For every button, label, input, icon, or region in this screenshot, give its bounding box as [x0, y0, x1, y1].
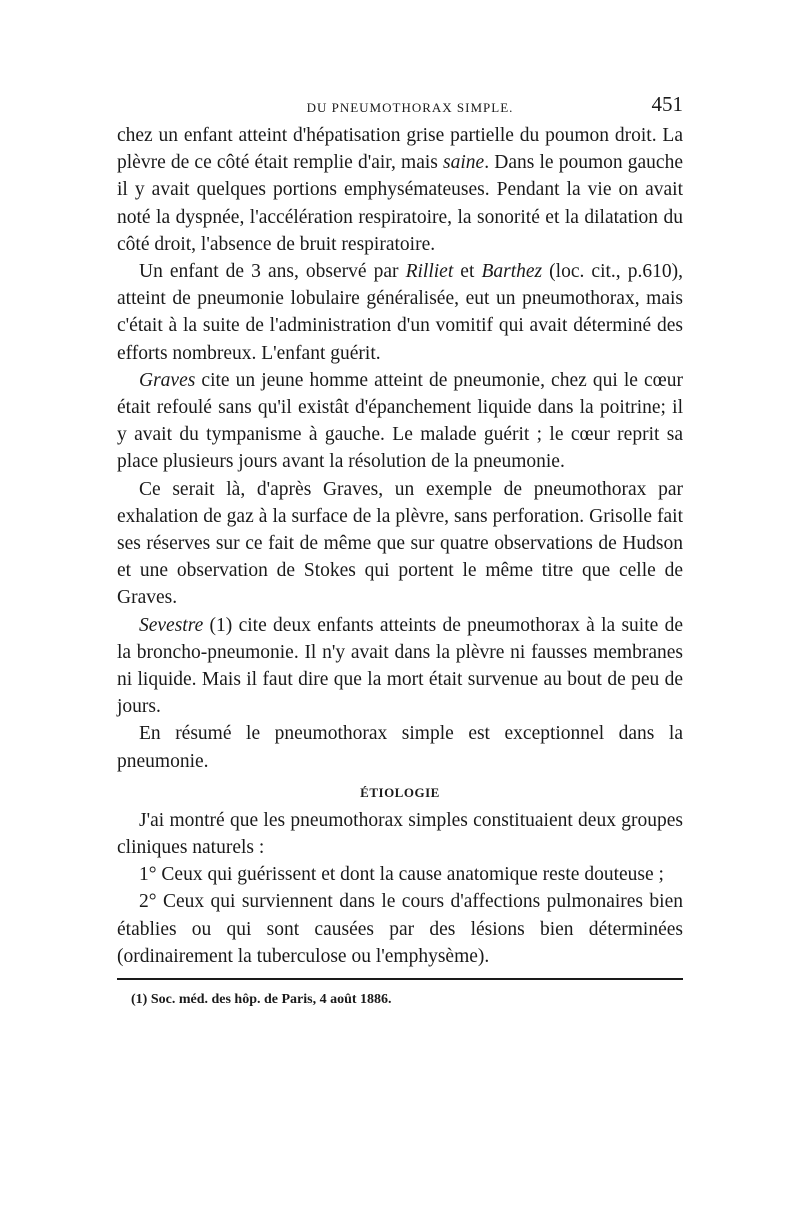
- book-page: [117, 92, 683, 1008]
- paragraph: J'ai montré que les pneumothorax simples constituaient deux groupes cliniques naturels :: [117, 809, 683, 859]
- running-title: DU PNEUMOTHORAX SIMPLE.: [306, 100, 514, 115]
- paragraph: Ce serait là, d'après Graves, un exemple de pneumothorax par exhalation de gaz à la surface de la plèvre, sans perforation. Grisolle fait ses réserves sur ce fait de même que sur quatre observations de Hudson et une observation de Stokes qui portent le même titre que celle de Graves.: [117, 478, 683, 609]
- page-number: 451: [651, 92, 683, 116]
- paragraph: 2° Ceux qui surviennent dans le cours d'affections pulmonaires bien établies ou qui sont causées par des lésions bien déterminées (ordinairement la tuberculose ou l'emphysème).: [117, 891, 683, 967]
- paragraph: Sevestre (1) cite deux enfants atteints de pneumothorax à la suite de la broncho-pneumonie. Il n'y avait dans la plèvre ni fausses membranes ni liquide. Mais il faut dire que la mort était survenue au bout de peu de jours.: [117, 614, 683, 718]
- paragraph: chez un enfant atteint d'hépatisation grise partielle du poumon droit. La plèvre de ce côté était remplie d'air, mais saine. Dans le poumon gauche il y avait quelques portions emphysémateuses. Pendant la vie on avait noté la dyspnée, l'accélération respiratoire, la sonorité et la dilatation du côté droit, l'absence de bruit respiratoire.: [117, 125, 683, 255]
- footnote: (1) Soc. méd. des hôp. de Paris, 4 août 1886.: [131, 992, 392, 1008]
- body-text: [117, 122, 683, 970]
- paragraph: Graves cite un jeune homme atteint de pneumonie, chez qui le cœur était refoulé sans qu'il existât d'épanchement liquide dans la poitrine; il y avait du tympanisme à gauche. Le malade guérit ; le cœur reprit sa place plusieurs jours avant la résolution de la pneumonie.: [117, 369, 683, 473]
- paragraph: En résumé le pneumothorax simple est exceptionnel dans la pneumonie.: [117, 723, 683, 772]
- footnote-rule: [117, 978, 683, 980]
- paragraph: 1° Ceux qui guérissent et dont la cause anatomique reste douteuse ;: [139, 864, 664, 886]
- paragraph: Un enfant de 3 ans, observé par Rilliet et Barthez (loc. cit., p.610), atteint de pneumonie lobulaire généralisée, eut un pneumothorax, mais c'était à la suite de l'administration d'un vomitif qui avait déterminé des efforts nombreux. L'enfant guérit.: [117, 261, 683, 364]
- section-heading: ÉTIOLOGIE: [360, 784, 440, 800]
- page-header: [117, 92, 683, 122]
